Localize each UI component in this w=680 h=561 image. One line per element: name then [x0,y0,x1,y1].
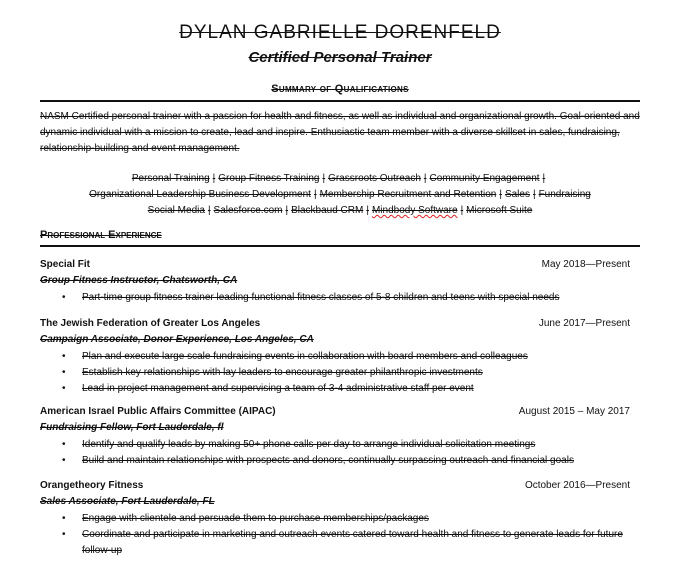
resume-title: Certified Personal Trainer [248,49,432,66]
job-organization: Orangetheory Fitness [40,480,144,491]
skill-item: Organizational Leadership Business Development [89,189,311,200]
skills-line-1: Personal Training | Group Fitness Training | Grassroots Outreach | Community Engagement | [131,173,546,184]
job-bullet: • Build and maintain relationships with prospects and donors, continually surpassing outreach and financial goals [62,455,574,466]
experience-heading: Professional Experience [40,229,162,241]
job-entry [40,406,640,469]
skill-item: Community Engagement [429,173,540,184]
job-dates: May 2018—Present [541,259,630,270]
skills-line-2: Organizational Leadership Business Development | Membership Recruitment and Retention | Sales | Fundraising [89,189,591,200]
job-bullet: • Identify and qualify leads by making 50+ phone calls per day to arrange individual solicitation meetings [62,439,536,450]
skill-item: Group Fitness Training [218,173,320,184]
skill-item: Blackbaud CRM [291,205,364,216]
job-bullet: • Lead in project management and supervising a team of 3-4 administrative staff per event [62,383,474,394]
job-organization: Special Fit [40,259,91,270]
summary-rule [40,100,640,102]
job-bullet: • Plan and execute large scale fundraising events in collaboration with board members and colleagues [62,351,528,362]
summary-text: NASM Certified personal trainer with a passion for health and fitness, as well as individual and organizational growth. Goal-oriented and dynamic individual with a mission to create, lead and inspire. Enthusiastic team member with a diverse skillset in sales, fundraising, relationship-building and event management. [40,111,640,154]
job-dates: October 2016—Present [524,480,630,491]
job-role: Fundraising Fellow, Fort Lauderdale, fl [40,422,224,433]
job-entry [40,259,640,306]
job-bullet: • Part-time group fitness trainer leading functional fitness classes of 5-8 children and teens with special needs [62,292,560,303]
skills-list [40,171,640,219]
job-organization: The Jewish Federation of Greater Los Angeles [40,318,261,329]
skill-item: Grassroots Outreach [328,173,421,184]
job-role: Sales Associate, Fort Lauderdale, FL [40,496,215,507]
job-role: Group Fitness Instructor, Chatsworth, CA [40,275,238,286]
job-bullet: • Engage with clientele and persuade them to purchase memberships/packages [62,513,429,524]
job-role: Campaign Associate, Donor Experience, Los Angeles, CA [40,334,314,345]
job-bullet: • Coordinate and participate in marketing and outreach events catered toward health and fitness to generate leads for future follow-up [62,529,623,556]
skill-item: Sales [504,189,530,200]
job-organization: American Israel Public Affairs Committee (AIPAC) [40,406,276,417]
skill-item: Membership Recruitment and Retention [319,189,497,200]
skills-line-3: Social Media | Salesforce.com | Blackbaud CRM | Mindbody Software | Microsoft Suite [147,205,533,216]
skill-item: Mindbody Software [371,205,458,216]
job-entry [40,318,640,397]
skill-item: Personal Training [131,173,210,184]
skill-item: Microsoft Suite [466,205,533,216]
job-dates: June 2017—Present [538,318,630,329]
skill-item: Salesforce.com [213,205,283,216]
resume-name: DYLAN GABRIELLE DORENFELD [179,22,501,43]
job-bullet: • Establish key relationships with lay leaders to encourage greater philanthropic investments [62,367,483,378]
experience-rule [40,245,640,247]
summary-heading: Summary of Qualifications [271,83,409,95]
job-dates: August 2015 – May 2017 [518,406,630,417]
skill-item: Social Media [147,205,205,216]
skill-item: Fundraising [538,189,591,200]
job-entry [40,480,640,559]
